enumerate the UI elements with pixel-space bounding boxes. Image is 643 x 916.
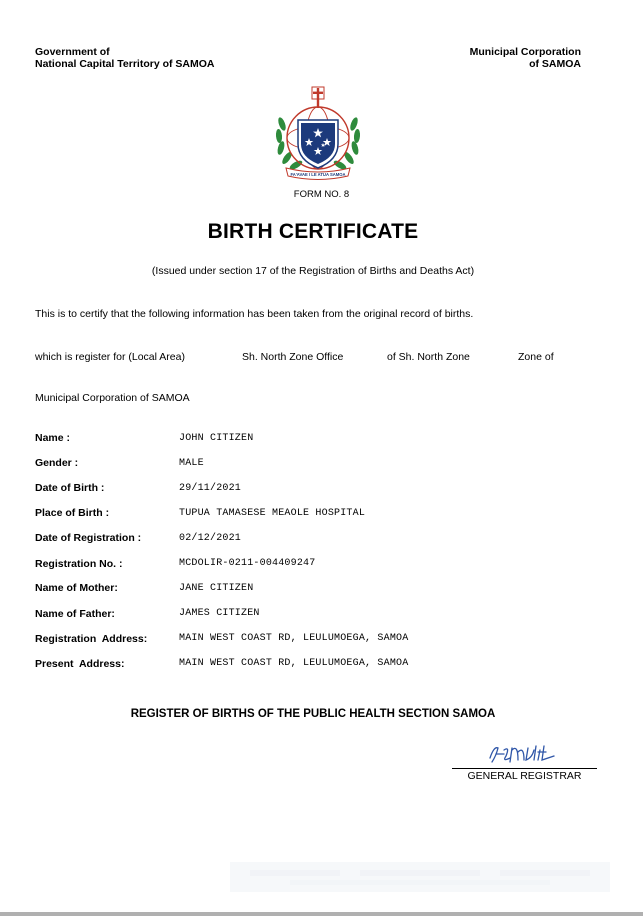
faded-watermark bbox=[230, 852, 610, 900]
general-registrar-label: GENERAL REGISTRAR bbox=[467, 770, 582, 782]
registration-number-value: MCDOLIR-0211-004409247 bbox=[179, 558, 316, 569]
father-name-value: JAMES CITIZEN bbox=[179, 608, 260, 619]
date-of-birth-label: Date of Birth : bbox=[35, 482, 105, 494]
certify-statement: This is to certify that the following information has been taken from the original record of births. bbox=[35, 308, 474, 320]
registration-address-value: MAIN WEST COAST RD, LEULUMOEGA, SAMOA bbox=[179, 633, 409, 644]
date-of-birth-value: 29/11/2021 bbox=[179, 483, 242, 494]
gender-label: Gender : bbox=[35, 457, 79, 469]
present-address-value: MAIN WEST COAST RD, LEULUMOEGA, SAMOA bbox=[179, 658, 409, 669]
father-name-label: Name of Father: bbox=[35, 608, 115, 620]
name-label: Name : bbox=[35, 432, 71, 444]
certificate-title: BIRTH CERTIFICATE bbox=[207, 220, 419, 243]
place-of-birth-value: TUPUA TAMASESE MEAOLE HOSPITAL bbox=[179, 508, 366, 519]
header-left-line1: Government of bbox=[35, 46, 110, 58]
date-of-registration-value: 02/12/2021 bbox=[179, 533, 242, 544]
mother-name-label: Name of Mother: bbox=[35, 582, 118, 594]
municipal-corporation-text: Municipal Corporation of SAMOA bbox=[35, 392, 190, 404]
header-right-line2: of SAMOA bbox=[529, 58, 581, 70]
bottom-border bbox=[0, 912, 643, 916]
gender-value: MALE bbox=[179, 458, 204, 469]
date-of-registration-label: Date of Registration : bbox=[35, 532, 142, 544]
emblem-motto: FA'AVAE I LE ATUA SAMOA bbox=[290, 172, 346, 177]
mother-name-value: JANE CITIZEN bbox=[179, 583, 254, 594]
place-of-birth-label: Place of Birth : bbox=[35, 507, 110, 519]
local-area-office: Sh. North Zone Office bbox=[242, 351, 344, 363]
header-right bbox=[470, 46, 581, 70]
registrar-signature bbox=[484, 740, 564, 766]
header-left-line2: National Capital Territory of SAMOA bbox=[35, 58, 215, 70]
register-heading: REGISTER OF BIRTHS OF THE PUBLIC HEALTH SECTION SAMOA bbox=[130, 708, 496, 720]
registration-number-label: Registration No. : bbox=[35, 558, 123, 570]
header-left bbox=[35, 46, 215, 70]
header-right-line1: Municipal Corporation bbox=[469, 46, 581, 58]
local-area-intro: which is register for (Local Area) bbox=[35, 351, 185, 363]
certificate-subtitle: (Issued under section 17 of the Registration of Births and Deaths Act) bbox=[151, 265, 475, 277]
name-value: JOHN CITIZEN bbox=[179, 433, 254, 444]
local-area-of-zone: of Sh. North Zone bbox=[387, 351, 470, 363]
cross-icon bbox=[312, 87, 324, 108]
local-area-zone-of: Zone of bbox=[518, 351, 554, 363]
form-number: FORM NO. 8 bbox=[293, 189, 350, 200]
signature-line bbox=[452, 768, 597, 769]
coat-of-arms-emblem bbox=[268, 84, 368, 184]
registration-address-label: Registration Address: bbox=[35, 633, 148, 645]
present-address-label: Present Address: bbox=[35, 658, 125, 670]
